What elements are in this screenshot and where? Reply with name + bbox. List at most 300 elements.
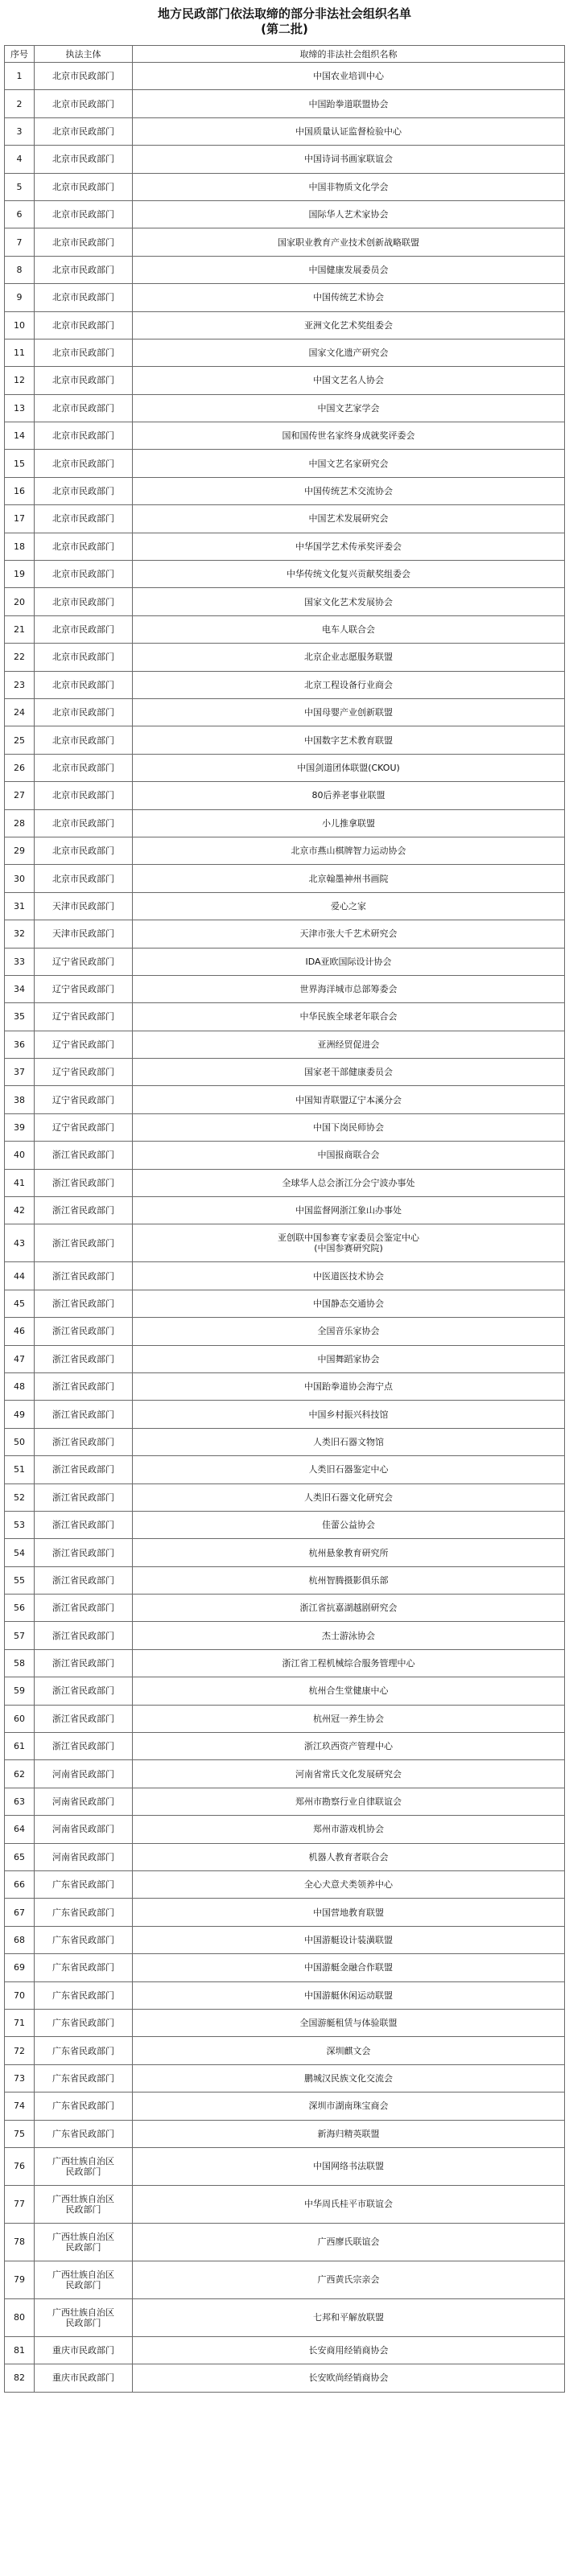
table-row xyxy=(5,1372,565,1400)
table-row xyxy=(5,146,565,173)
row-index: 46 xyxy=(5,1318,35,1345)
row-index: 37 xyxy=(5,1059,35,1086)
row-organization: 中国知青联盟辽宁本溪分会 xyxy=(133,1086,565,1113)
row-organization: 浙江省工程机械综合服务管理中心 xyxy=(133,1649,565,1677)
table-row xyxy=(5,1511,565,1538)
row-organization: 中国文艺家学会 xyxy=(133,394,565,422)
row-authority: 广西壮族自治区 民政部门 xyxy=(35,2223,133,2261)
row-index: 51 xyxy=(5,1456,35,1483)
row-organization: 浙江玖西资产管理中心 xyxy=(133,1733,565,1760)
row-index: 49 xyxy=(5,1401,35,1428)
table-row xyxy=(5,533,565,560)
row-organization: 国家职业教育产业技术创新战略联盟 xyxy=(133,228,565,256)
row-organization: 浙江省抗嘉湖越剧研究会 xyxy=(133,1595,565,1622)
row-index: 60 xyxy=(5,1705,35,1732)
row-organization: 中国游艇金融合作联盟 xyxy=(133,1954,565,1981)
table-row xyxy=(5,1981,565,2009)
row-organization: 中国农业培训中心 xyxy=(133,63,565,90)
row-authority: 辽宁省民政部门 xyxy=(35,1086,133,1113)
document-subtitle: (第二批) xyxy=(261,22,308,36)
row-authority: 北京市民政部门 xyxy=(35,726,133,754)
row-authority: 浙江省民政部门 xyxy=(35,1224,133,1262)
row-index: 65 xyxy=(5,1843,35,1870)
row-authority: 天津市民政部门 xyxy=(35,920,133,948)
row-index: 57 xyxy=(5,1622,35,1649)
row-authority: 北京市民政部门 xyxy=(35,754,133,781)
table-row xyxy=(5,450,565,477)
row-index: 24 xyxy=(5,698,35,726)
table-header-row xyxy=(5,46,565,63)
row-organization: 中国营地教育联盟 xyxy=(133,1899,565,1926)
row-organization: 人类旧石器鉴定中心 xyxy=(133,1456,565,1483)
row-organization: 河南省常氏文化发展研究会 xyxy=(133,1760,565,1788)
row-authority: 北京市民政部门 xyxy=(35,450,133,477)
row-authority: 北京市民政部门 xyxy=(35,671,133,698)
table-row xyxy=(5,698,565,726)
row-organization: 中国质量认证监督检验中心 xyxy=(133,117,565,145)
row-index: 13 xyxy=(5,394,35,422)
row-index: 30 xyxy=(5,865,35,892)
row-organization: 小儿推拿联盟 xyxy=(133,809,565,837)
row-index: 21 xyxy=(5,615,35,643)
row-authority: 浙江省民政部门 xyxy=(35,1483,133,1511)
row-index: 77 xyxy=(5,2185,35,2223)
row-organization: 佳蕾公益协会 xyxy=(133,1511,565,1538)
table-row xyxy=(5,1899,565,1926)
row-index: 10 xyxy=(5,311,35,339)
row-organization: 亚洲文化艺术奖组委会 xyxy=(133,311,565,339)
row-organization: 北京翰墨神州书画院 xyxy=(133,865,565,892)
row-index: 80 xyxy=(5,2298,35,2336)
row-authority: 浙江省民政部门 xyxy=(35,1595,133,1622)
table-row xyxy=(5,1788,565,1815)
table-row xyxy=(5,173,565,200)
row-authority: 广东省民政部门 xyxy=(35,2092,133,2120)
row-index: 16 xyxy=(5,477,35,504)
row-index: 50 xyxy=(5,1428,35,1455)
row-organization: 杰士游泳协会 xyxy=(133,1622,565,1649)
row-index: 55 xyxy=(5,1566,35,1594)
row-authority: 广东省民政部门 xyxy=(35,1926,133,1953)
row-organization: 中国艺术发展研究会 xyxy=(133,505,565,533)
row-index: 31 xyxy=(5,892,35,920)
row-index: 28 xyxy=(5,809,35,837)
table-row xyxy=(5,200,565,228)
table-row xyxy=(5,477,565,504)
row-index: 73 xyxy=(5,2064,35,2092)
row-authority: 天津市民政部门 xyxy=(35,892,133,920)
row-index: 62 xyxy=(5,1760,35,1788)
row-index: 23 xyxy=(5,671,35,698)
row-authority: 北京市民政部门 xyxy=(35,63,133,90)
row-authority: 北京市民政部门 xyxy=(35,615,133,643)
row-organization: 中国母婴产业创新联盟 xyxy=(133,698,565,726)
row-authority: 河南省民政部门 xyxy=(35,1843,133,1870)
row-index: 81 xyxy=(5,2336,35,2364)
row-organization: 天津市张大千艺术研究会 xyxy=(133,920,565,948)
table-row xyxy=(5,2223,565,2261)
row-authority: 北京市民政部门 xyxy=(35,90,133,117)
header-organization: 取缔的非法社会组织名称 xyxy=(133,46,565,63)
row-index: 29 xyxy=(5,837,35,864)
row-organization: 国家文化遗产研究会 xyxy=(133,339,565,366)
table-row xyxy=(5,1566,565,1594)
row-authority: 浙江省民政部门 xyxy=(35,1290,133,1317)
table-row xyxy=(5,1059,565,1086)
row-organization: 中国网络书法联盟 xyxy=(133,2147,565,2185)
row-index: 41 xyxy=(5,1169,35,1196)
row-organization: 中国跆拳道协会海宁点 xyxy=(133,1372,565,1400)
row-index: 53 xyxy=(5,1511,35,1538)
row-authority: 浙江省民政部门 xyxy=(35,1372,133,1400)
row-authority: 辽宁省民政部门 xyxy=(35,1113,133,1141)
table-body xyxy=(5,63,565,2393)
row-index: 18 xyxy=(5,533,35,560)
table-row xyxy=(5,1169,565,1196)
row-authority: 浙江省民政部门 xyxy=(35,1142,133,1169)
row-index: 3 xyxy=(5,117,35,145)
row-authority: 北京市民政部门 xyxy=(35,394,133,422)
row-organization: 新海归精英联盟 xyxy=(133,2120,565,2147)
row-authority: 浙江省民政部门 xyxy=(35,1197,133,1224)
row-index: 8 xyxy=(5,256,35,283)
row-organization: 世界海洋城市总部筹委会 xyxy=(133,975,565,1002)
row-index: 15 xyxy=(5,450,35,477)
row-authority: 北京市民政部门 xyxy=(35,173,133,200)
row-organization: 中华周氏桂平市联谊会 xyxy=(133,2185,565,2223)
row-organization: 全国游艇租赁与体验联盟 xyxy=(133,2009,565,2036)
row-authority: 北京市民政部门 xyxy=(35,422,133,450)
row-index: 2 xyxy=(5,90,35,117)
row-organization: 电车人联合会 xyxy=(133,615,565,643)
row-index: 34 xyxy=(5,975,35,1002)
header-index: 序号 xyxy=(5,46,35,63)
table-row xyxy=(5,1539,565,1566)
row-organization: 杭州合生堂健康中心 xyxy=(133,1677,565,1705)
row-organization: 中国游艇设计装潢联盟 xyxy=(133,1926,565,1953)
header-authority: 执法主体 xyxy=(35,46,133,63)
row-index: 33 xyxy=(5,948,35,975)
table-row xyxy=(5,2185,565,2223)
table-row xyxy=(5,2064,565,2092)
table-row xyxy=(5,1816,565,1843)
row-authority: 广西壮族自治区 民政部门 xyxy=(35,2147,133,2185)
row-organization: 中国下岗民师协会 xyxy=(133,1113,565,1141)
row-index: 32 xyxy=(5,920,35,948)
row-authority: 北京市民政部门 xyxy=(35,228,133,256)
row-organization: 中国乡村振兴科技馆 xyxy=(133,1401,565,1428)
row-authority: 重庆市民政部门 xyxy=(35,2364,133,2392)
row-index: 26 xyxy=(5,754,35,781)
table-row xyxy=(5,2261,565,2298)
row-organization: 鹏城汉民族文化交流会 xyxy=(133,2064,565,2092)
row-authority: 北京市民政部门 xyxy=(35,339,133,366)
row-index: 54 xyxy=(5,1539,35,1566)
row-authority: 广西壮族自治区 民政部门 xyxy=(35,2261,133,2298)
row-authority: 辽宁省民政部门 xyxy=(35,948,133,975)
row-index: 70 xyxy=(5,1981,35,2009)
row-organization: 中医道医技术协会 xyxy=(133,1262,565,1290)
table-row xyxy=(5,422,565,450)
row-authority: 辽宁省民政部门 xyxy=(35,1003,133,1031)
row-index: 6 xyxy=(5,200,35,228)
row-organization: 中国传统艺术交流协会 xyxy=(133,477,565,504)
row-organization: 全心犬意犬类领养中心 xyxy=(133,1871,565,1899)
row-organization: 中国游艇休闲运动联盟 xyxy=(133,1981,565,2009)
table-row xyxy=(5,2298,565,2336)
table-row xyxy=(5,671,565,698)
row-authority: 广东省民政部门 xyxy=(35,1899,133,1926)
row-authority: 广西壮族自治区 民政部门 xyxy=(35,2185,133,2223)
row-organization: 中国文艺名家研究会 xyxy=(133,450,565,477)
table-row xyxy=(5,2092,565,2120)
row-authority: 北京市民政部门 xyxy=(35,561,133,588)
table-row xyxy=(5,1926,565,1953)
table-row xyxy=(5,1456,565,1483)
table-row xyxy=(5,2364,565,2392)
row-authority: 浙江省民政部门 xyxy=(35,1511,133,1538)
row-authority: 广东省民政部门 xyxy=(35,2037,133,2064)
row-organization: 长安欧尚经销商协会 xyxy=(133,2364,565,2392)
row-index: 43 xyxy=(5,1224,35,1262)
row-organization: 深圳麒文会 xyxy=(133,2037,565,2064)
row-index: 1 xyxy=(5,63,35,90)
table-row xyxy=(5,837,565,864)
table-row xyxy=(5,1705,565,1732)
row-index: 4 xyxy=(5,146,35,173)
row-organization: 广西廖氏联谊会 xyxy=(133,2223,565,2261)
row-index: 35 xyxy=(5,1003,35,1031)
table-row xyxy=(5,394,565,422)
row-index: 25 xyxy=(5,726,35,754)
row-authority: 浙江省民政部门 xyxy=(35,1705,133,1732)
table-row xyxy=(5,892,565,920)
row-authority: 河南省民政部门 xyxy=(35,1760,133,1788)
table-row xyxy=(5,1843,565,1870)
row-index: 9 xyxy=(5,284,35,311)
row-organization: 中国非物质文化学会 xyxy=(133,173,565,200)
row-organization: 北京工程设备行业商会 xyxy=(133,671,565,698)
table-row xyxy=(5,1086,565,1113)
row-index: 76 xyxy=(5,2147,35,2185)
row-authority: 北京市民政部门 xyxy=(35,367,133,394)
table-row xyxy=(5,1954,565,1981)
row-index: 71 xyxy=(5,2009,35,2036)
table-row xyxy=(5,865,565,892)
row-authority: 广东省民政部门 xyxy=(35,2064,133,2092)
row-index: 39 xyxy=(5,1113,35,1141)
table-row xyxy=(5,1031,565,1058)
row-index: 82 xyxy=(5,2364,35,2392)
row-index: 67 xyxy=(5,1899,35,1926)
table-row xyxy=(5,1003,565,1031)
table-row xyxy=(5,1483,565,1511)
row-authority: 北京市民政部门 xyxy=(35,505,133,533)
table-row xyxy=(5,1622,565,1649)
row-index: 44 xyxy=(5,1262,35,1290)
table-row xyxy=(5,1760,565,1788)
row-organization: 人类旧石器文物馆 xyxy=(133,1428,565,1455)
row-authority: 北京市民政部门 xyxy=(35,588,133,615)
row-authority: 浙江省民政部门 xyxy=(35,1622,133,1649)
table-row xyxy=(5,920,565,948)
row-organization: 机器人教育者联合会 xyxy=(133,1843,565,1870)
row-organization: 深圳市湖南珠宝商会 xyxy=(133,2092,565,2120)
row-organization: 人类旧石器文化研究会 xyxy=(133,1483,565,1511)
row-authority: 北京市民政部门 xyxy=(35,477,133,504)
row-index: 22 xyxy=(5,644,35,671)
table-row xyxy=(5,1113,565,1141)
table-row xyxy=(5,754,565,781)
row-index: 19 xyxy=(5,561,35,588)
table-row xyxy=(5,1318,565,1345)
table-row xyxy=(5,90,565,117)
row-authority: 浙江省民政部门 xyxy=(35,1677,133,1705)
row-index: 58 xyxy=(5,1649,35,1677)
row-index: 79 xyxy=(5,2261,35,2298)
document-title: 地方民政部门依法取缔的部分非法社会组织名单 xyxy=(157,6,411,21)
table-row xyxy=(5,117,565,145)
row-index: 27 xyxy=(5,782,35,809)
row-organization: 郑州市勘察行业自律联谊会 xyxy=(133,1788,565,1815)
row-organization: 全国音乐家协会 xyxy=(133,1318,565,1345)
row-index: 40 xyxy=(5,1142,35,1169)
row-organization: 国家文化艺术发展协会 xyxy=(133,588,565,615)
table-row xyxy=(5,2009,565,2036)
row-authority: 浙江省民政部门 xyxy=(35,1539,133,1566)
row-index: 78 xyxy=(5,2223,35,2261)
row-authority: 北京市民政部门 xyxy=(35,256,133,283)
row-organization: 国际华人艺术家协会 xyxy=(133,200,565,228)
table-row xyxy=(5,809,565,837)
table-row xyxy=(5,1224,565,1262)
row-organization: 中国文艺名人协会 xyxy=(133,367,565,394)
row-authority: 北京市民政部门 xyxy=(35,644,133,671)
row-organization: 中国剑道团体联盟(CKOU) xyxy=(133,754,565,781)
row-authority: 浙江省民政部门 xyxy=(35,1401,133,1428)
row-organization: 国家老干部健康委员会 xyxy=(133,1059,565,1086)
row-index: 17 xyxy=(5,505,35,533)
row-index: 63 xyxy=(5,1788,35,1815)
row-organization: 七邦和平解放联盟 xyxy=(133,2298,565,2336)
table-row xyxy=(5,782,565,809)
table-row xyxy=(5,311,565,339)
row-authority: 辽宁省民政部门 xyxy=(35,1031,133,1058)
row-authority: 浙江省民政部门 xyxy=(35,1169,133,1196)
table-row xyxy=(5,339,565,366)
row-index: 38 xyxy=(5,1086,35,1113)
row-index: 72 xyxy=(5,2037,35,2064)
row-index: 12 xyxy=(5,367,35,394)
row-organization: 杭州智腾摄影俱乐部 xyxy=(133,1566,565,1594)
row-index: 56 xyxy=(5,1595,35,1622)
table-row xyxy=(5,975,565,1002)
row-authority: 北京市民政部门 xyxy=(35,200,133,228)
table-row xyxy=(5,2037,565,2064)
row-organization: 中华国学艺术传承奖评委会 xyxy=(133,533,565,560)
row-index: 42 xyxy=(5,1197,35,1224)
table-row xyxy=(5,561,565,588)
row-organization: 中国数字艺术教育联盟 xyxy=(133,726,565,754)
row-organization: 爱心之家 xyxy=(133,892,565,920)
row-organization: 杭州冠一养生协会 xyxy=(133,1705,565,1732)
row-index: 5 xyxy=(5,173,35,200)
table-row xyxy=(5,505,565,533)
row-authority: 河南省民政部门 xyxy=(35,1816,133,1843)
row-organization: 中国跆拳道联盟协会 xyxy=(133,90,565,117)
row-authority: 北京市民政部门 xyxy=(35,782,133,809)
row-organization: 80后养老事业联盟 xyxy=(133,782,565,809)
table-row xyxy=(5,726,565,754)
table-row xyxy=(5,1401,565,1428)
row-authority: 浙江省民政部门 xyxy=(35,1262,133,1290)
row-organization: 杭州悬象教育研究所 xyxy=(133,1539,565,1566)
row-organization: 长安商用经销商协会 xyxy=(133,2336,565,2364)
table-row xyxy=(5,1262,565,1290)
row-organization: 国和国传世名家终身成就奖评委会 xyxy=(133,422,565,450)
table-row xyxy=(5,1733,565,1760)
row-organization: 北京企业志愿服务联盟 xyxy=(133,644,565,671)
row-authority: 北京市民政部门 xyxy=(35,809,133,837)
row-organization: 亚创联中国参赛专家委员会鉴定中心 (中国参赛研究院) xyxy=(133,1224,565,1262)
table-row xyxy=(5,1142,565,1169)
row-organization: 中国静态交通协会 xyxy=(133,1290,565,1317)
row-organization: 全球华人总会浙江分会宁波办事处 xyxy=(133,1169,565,1196)
table-row xyxy=(5,284,565,311)
row-authority: 辽宁省民政部门 xyxy=(35,1059,133,1086)
row-index: 68 xyxy=(5,1926,35,1953)
row-organization: 中国健康发展委员会 xyxy=(133,256,565,283)
row-index: 64 xyxy=(5,1816,35,1843)
row-authority: 北京市民政部门 xyxy=(35,311,133,339)
table-row xyxy=(5,588,565,615)
row-authority: 辽宁省民政部门 xyxy=(35,975,133,1002)
row-index: 75 xyxy=(5,2120,35,2147)
row-authority: 广东省民政部门 xyxy=(35,1954,133,1981)
table-row xyxy=(5,228,565,256)
row-index: 7 xyxy=(5,228,35,256)
row-authority: 河南省民政部门 xyxy=(35,1788,133,1815)
table-row xyxy=(5,1290,565,1317)
table-row xyxy=(5,2120,565,2147)
row-authority: 浙江省民政部门 xyxy=(35,1566,133,1594)
row-authority: 浙江省民政部门 xyxy=(35,1318,133,1345)
row-organization: 中国传统艺术协会 xyxy=(133,284,565,311)
row-organization: 中国舞蹈家协会 xyxy=(133,1345,565,1372)
row-index: 45 xyxy=(5,1290,35,1317)
row-organization: 中国诗词书画家联谊会 xyxy=(133,146,565,173)
row-organization: 广西黄氏宗亲会 xyxy=(133,2261,565,2298)
table-row xyxy=(5,2336,565,2364)
row-authority: 广东省民政部门 xyxy=(35,2120,133,2147)
row-organization: IDA亚欧国际设计协会 xyxy=(133,948,565,975)
row-index: 61 xyxy=(5,1733,35,1760)
row-authority: 北京市民政部门 xyxy=(35,837,133,864)
row-authority: 浙江省民政部门 xyxy=(35,1428,133,1455)
row-authority: 浙江省民政部门 xyxy=(35,1649,133,1677)
row-authority: 重庆市民政部门 xyxy=(35,2336,133,2364)
table-row xyxy=(5,948,565,975)
row-index: 14 xyxy=(5,422,35,450)
row-authority: 北京市民政部门 xyxy=(35,284,133,311)
table-row xyxy=(5,1428,565,1455)
table-row xyxy=(5,63,565,90)
table-row xyxy=(5,1197,565,1224)
table-row xyxy=(5,367,565,394)
row-authority: 广东省民政部门 xyxy=(35,1871,133,1899)
row-authority: 浙江省民政部门 xyxy=(35,1456,133,1483)
table-row xyxy=(5,2147,565,2185)
